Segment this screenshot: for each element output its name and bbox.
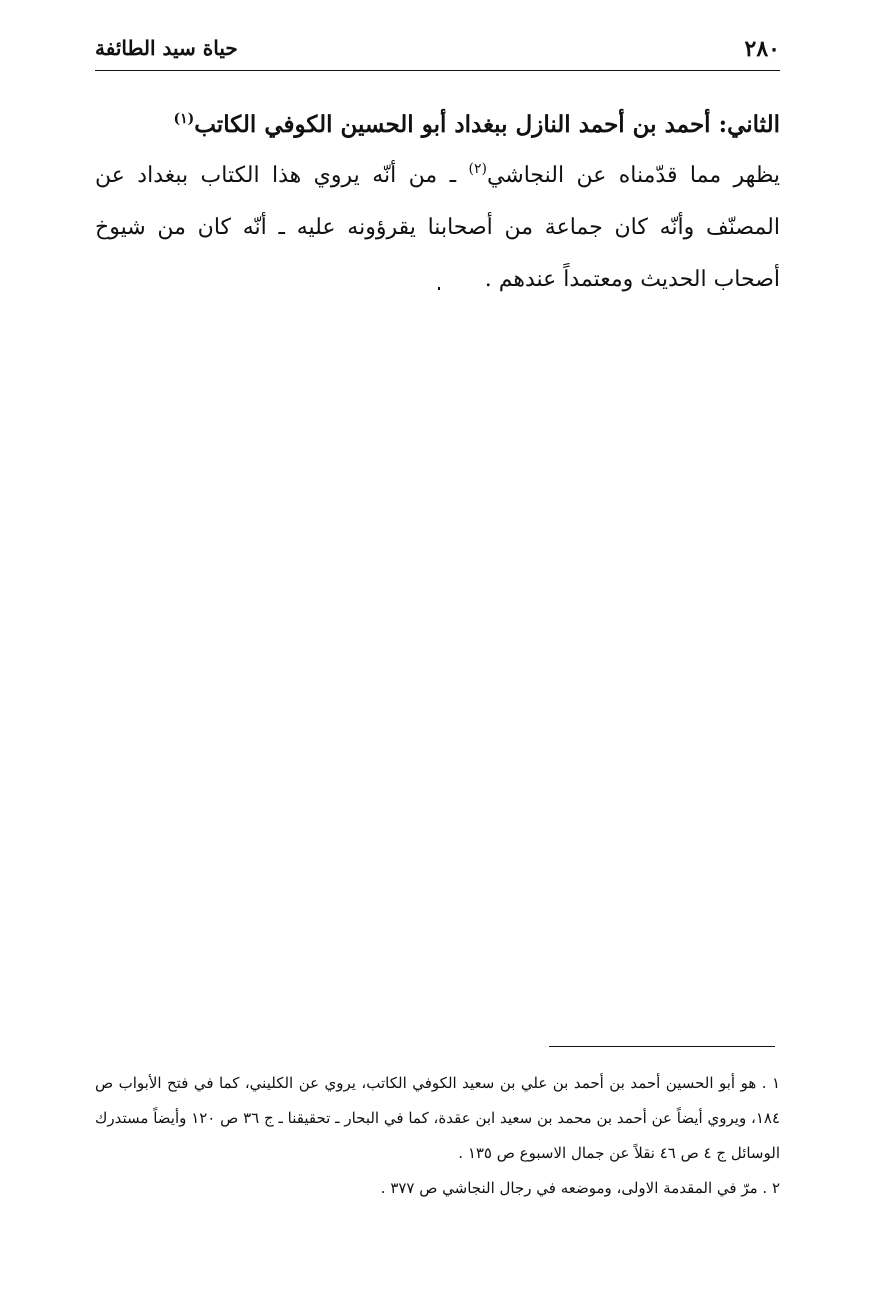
page-number: ٢٨٠ xyxy=(744,36,780,62)
paragraph-text-part1: يظهر مما قدّمناه عن النجاشي xyxy=(486,163,780,188)
page-header xyxy=(95,34,780,71)
stray-dot xyxy=(438,287,440,290)
footnotes xyxy=(95,1066,780,1206)
paragraph-text-part2: ـ من أنّه يروي هذا الكتاب ببغداد عن المصنّف وأنّه كان جماعة من أصحابنا يقرؤونه عليه ـ أنّه كان من شيوخ أصحاب الحديث ومعتمداً عندهم . xyxy=(95,163,780,292)
footnote-separator xyxy=(549,1046,775,1047)
footnote-ref-1[interactable]: (١) xyxy=(173,111,195,127)
section-heading-text: الثاني: أحمد بن أحمد النازل ببغداد أبو الحسين الكوفي الكاتب xyxy=(194,111,780,138)
footnote-1: ١ . هو أبو الحسين أحمد بن أحمد بن علي بن سعيد الكوفي الكاتب، يروي عن الكليني، كما في فتح الأبواب ص ١٨٤، ويروي أيضاً عن أحمد بن محمد بن سعيد ابن عقدة، كما في البحار ـ تحقيقنا ـ ج ٣٦ ص ١٢٠ وأيضاً مستدرك الوسائل ج ٤ ص ٤٦ نقلاً عن جمال الاسبوع ص ١٣٥ . xyxy=(95,1074,781,1162)
section-heading xyxy=(95,100,780,150)
body-paragraph xyxy=(95,150,780,306)
main-text xyxy=(95,100,780,306)
running-title: حياة سيد الطائفة xyxy=(95,36,238,60)
footnote-2: ٢ . مرّ في المقدمة الاولى، وموضعه في رجال النجاشي ص ٣٧٧ . xyxy=(380,1179,780,1197)
footnote-ref-2[interactable]: (٢) xyxy=(468,161,487,177)
